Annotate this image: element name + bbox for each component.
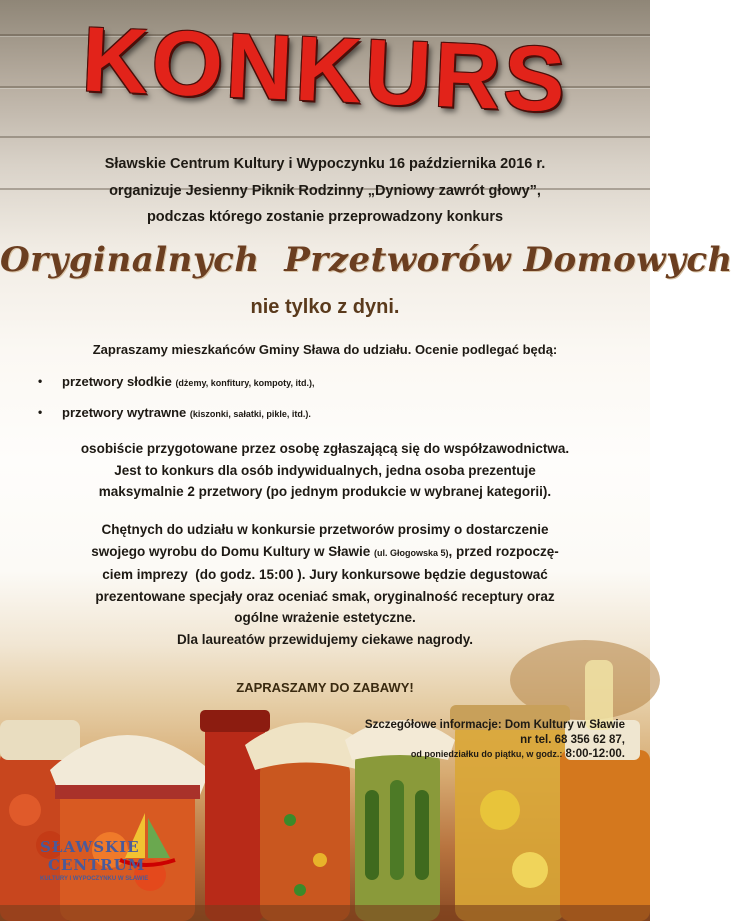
delivery-line — [30, 541, 620, 565]
contact-line: Szczegółowe informacje: Dom Kultury w Sławie — [364, 719, 625, 731]
contact-info — [330, 718, 625, 762]
bullet: • — [38, 405, 43, 419]
intro-line: Sławskie Centrum Kultury i Wypoczynku 16 października 2016 r. — [104, 156, 546, 172]
intro-text — [20, 151, 630, 231]
office-time: 8:00-12:00. — [562, 748, 625, 760]
category-item — [38, 374, 315, 389]
prizes-line: Dla laureatów przewidujemy ciekawe nagrody. — [176, 631, 474, 647]
category-item — [38, 405, 311, 420]
rules-line: osobiście przygotowane przez osobę zgłaszającą się do współzawodnictwa. — [80, 441, 570, 456]
logo-tagline: KULTURY I WYPOCZYNKU W SŁAWIE — [40, 876, 149, 882]
category-details: (dżemy, konfitury, kompoty, itd.), — [175, 378, 315, 388]
poster-title: KONKURS — [79, 8, 571, 132]
rules-line: maksymalnie 2 przetwory (po jednym produkcie w wybranej kategorii). — [98, 484, 552, 499]
delivery-paragraph — [30, 519, 620, 650]
delivery-line: ogólne wrażenie estetyczne. — [234, 610, 416, 625]
category-label: przetwory słodkie — [62, 374, 172, 389]
invitation-text: Zapraszamy mieszkańców Gminy Sława do udziału. Ocenie podlegać będą: — [92, 342, 558, 357]
delivery-text: swojego wyrobu do Domu Kultury w Sławie — [91, 543, 371, 559]
office-days: od poniedziałku do piątku, w godz.: — [410, 749, 563, 759]
office-hours — [330, 747, 625, 762]
organizer-logo — [40, 820, 180, 890]
category-details: (kiszonki, sałatki, pikle, itd.). — [189, 409, 311, 419]
contest-headline: Oryginalnych Przetworów Domowych — [0, 240, 733, 280]
delivery-line: Chętnych do udziału w konkursie przetworów prosimy o dostarczenie — [101, 522, 549, 537]
call-to-action: ZAPRASZAMY DO ZABAWY! — [236, 680, 414, 695]
contest-subheadline: nie tylko z dyni. — [250, 296, 400, 318]
delivery-line: ciem imprezy (do godz. 15:00 ). Jury konkursowe będzie degustować — [102, 567, 548, 582]
intro-line: organizuje Jesienny Piknik Rodzinny „Dyniowy zawrót głowy”, — [109, 182, 541, 199]
phone-number: nr tel. 68 356 62 87, — [520, 733, 625, 746]
logo-line: SŁAWSKIE — [40, 838, 140, 856]
rules-paragraph — [30, 438, 620, 503]
bullet: • — [38, 374, 43, 388]
wood-plank-seam — [0, 136, 650, 138]
logo-line: CENTRUM — [48, 856, 146, 874]
address: (ul. Głogowska 5) — [374, 547, 449, 558]
rules-line: Jest to konkurs dla osób indywidualnych, jedna osoba prezentuje — [114, 462, 536, 478]
delivery-line: prezentowane specjały oraz oceniać smak, oryginalność receptury oraz — [95, 588, 555, 604]
intro-line: podczas którego zostanie przeprowadzony konkurs — [146, 209, 504, 225]
category-label: przetwory wytrawne — [62, 405, 187, 420]
delivery-text: , przed rozpoczę- — [448, 543, 559, 559]
